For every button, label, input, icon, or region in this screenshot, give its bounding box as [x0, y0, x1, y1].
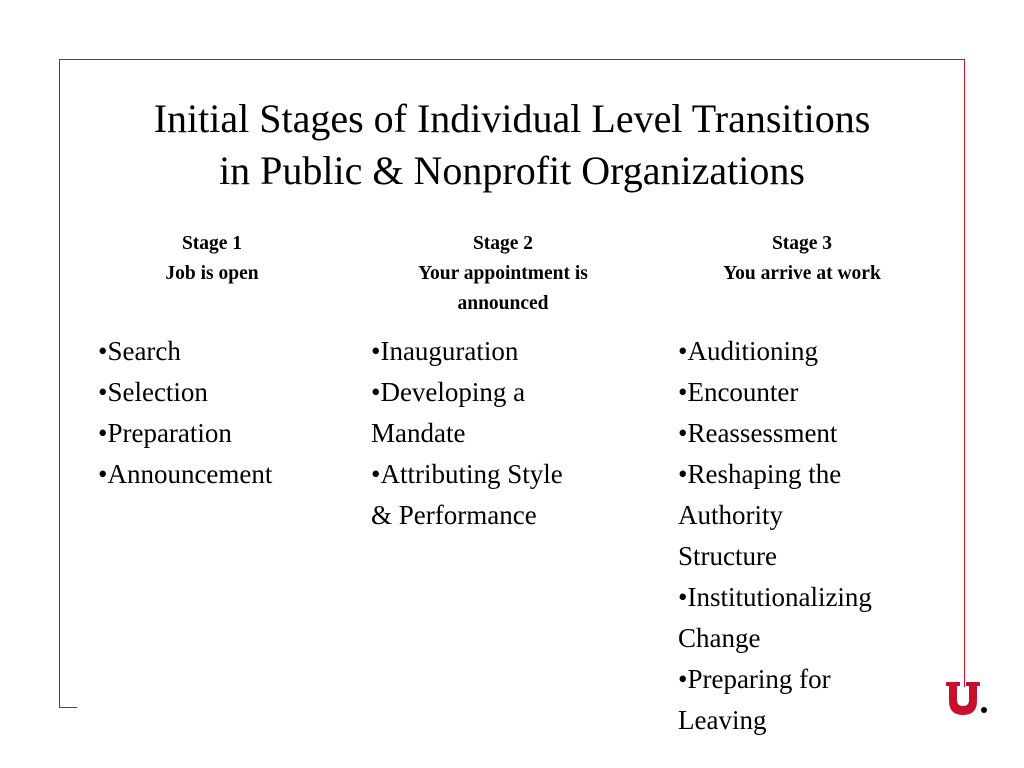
list-item-continuation: Leaving — [678, 705, 767, 735]
stage-1-description: Job is open — [165, 263, 259, 284]
list-item: • Reassessment — [678, 413, 948, 454]
stage-2-description-line-2: announced — [457, 293, 549, 314]
list-item: • Institutionalizing — [678, 577, 948, 618]
list-item: • Reshaping the — [678, 454, 948, 495]
list-item: • Announcement — [98, 454, 338, 495]
stage-3-list — [678, 331, 948, 741]
stage-2-header — [378, 229, 628, 319]
frame-top-border — [59, 59, 965, 60]
stage-2-label: Stage 2 — [472, 233, 534, 254]
title-line-2: in Public & Nonprofit Organizations — [219, 148, 805, 193]
stage-2-description-line-1: Your appointment is — [418, 263, 588, 284]
list-item-continuation: Mandate — [371, 418, 466, 448]
frame-bottom-border — [59, 707, 77, 708]
frame-right-border — [964, 59, 965, 687]
stage-3-label: Stage 3 — [771, 233, 833, 254]
frame-left-border — [59, 59, 60, 707]
list-item: • Preparation — [98, 413, 338, 454]
list-item-continuation: & Performance — [371, 500, 537, 530]
list-item: • Auditioning — [678, 331, 948, 372]
list-item: • Developing a — [371, 372, 651, 413]
list-item-continuation: Authority — [678, 500, 783, 530]
university-u-logo-icon — [946, 680, 990, 716]
list-item: • Attributing Style — [371, 454, 651, 495]
list-item: • Selection — [98, 372, 338, 413]
stage-3-description: You arrive at work — [723, 263, 881, 284]
stage-1-header — [112, 229, 312, 289]
stage-1-list — [98, 331, 338, 495]
list-item: • Search — [98, 331, 338, 372]
stage-3-header — [682, 229, 922, 289]
title-line-1: Initial Stages of Individual Level Transitions — [153, 96, 871, 141]
list-item: • Preparing for — [678, 659, 948, 700]
list-item-continuation: Change — [678, 623, 761, 653]
stage-2-list — [371, 331, 651, 536]
list-item-continuation: Structure — [678, 541, 777, 571]
list-item: • Inauguration — [371, 331, 651, 372]
slide-title — [80, 93, 944, 197]
list-item: • Encounter — [678, 372, 948, 413]
stage-1-label: Stage 1 — [181, 233, 243, 254]
